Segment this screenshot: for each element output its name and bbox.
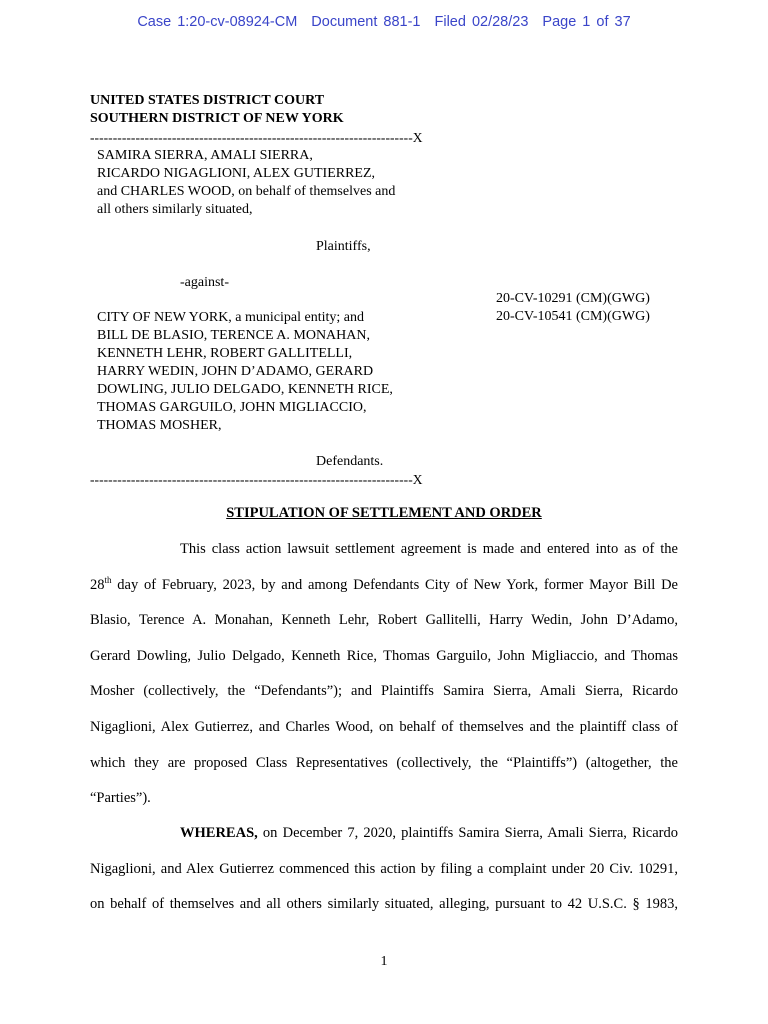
paragraph-whereas [90, 823, 678, 930]
document-number: Document 881-1 [311, 14, 421, 30]
day-number: 28 [90, 576, 105, 593]
paragraph-line: Gerard Dowling, Julio Delgado, Kenneth Rice, Thomas Garguilo, John Migliaccio, and Thomas [90, 647, 678, 664]
caption-divider-top: -----------------------------------------------------------------------X [90, 130, 423, 145]
line-text: day of February, 2023, by and among Defendants City of New York, former Mayor Bill De [111, 576, 678, 593]
defendants-line: CITY OF NEW YORK, a municipal entity; and [97, 310, 364, 325]
case-number: Case 1:20-cv-08924-CM [137, 14, 298, 30]
paragraph-line: Nigaglioni, Alex Gutierrez, and Charles Wood, on behalf of themselves and the plaintiff class of [90, 718, 678, 735]
ordinal-suffix: th [104, 574, 112, 585]
court-name [90, 92, 344, 128]
court-line-1: UNITED STATES DISTRICT COURT [90, 93, 325, 108]
against-label: -against- [180, 275, 229, 290]
plaintiffs-line: all others similarly situated, [97, 202, 253, 217]
whereas-lead: WHEREAS, [180, 825, 258, 841]
paragraph-line [90, 823, 678, 859]
paragraph-line: which they are proposed Class Representatives (collectively, the “Plaintiffs”) (altogether, the [90, 754, 678, 771]
plaintiffs-line: RICARDO NIGAGLIONI, ALEX GUTIERREZ, [97, 166, 376, 181]
caption-divider-bottom: -----------------------------------------------------------------------X [90, 472, 423, 487]
defendants-line: DOWLING, JULIO DELGADO, KENNETH RICE, [97, 382, 393, 397]
paragraph-line: “Parties”). [90, 790, 151, 807]
line-text: on December 7, 2020, plaintiffs Samira Sierra, Amali Sierra, Ricardo [257, 825, 678, 841]
court-line-2: SOUTHERN DISTRICT OF NEW YORK [90, 111, 344, 126]
paragraph-line: Blasio, Terence A. Monahan, Kenneth Lehr, Robert Gallitelli, Harry Wedin, John D’Adamo, [90, 612, 678, 629]
page-indicator: Page 1 of 37 [542, 14, 631, 30]
defendants-label: Defendants. [316, 454, 384, 469]
paragraph-line: on behalf of themselves and all others similarly situated, alleging, pursuant to 42 U.S.C. § 1983, [90, 896, 678, 913]
ecf-header [0, 14, 768, 30]
defendants-line: HARRY WEDIN, JOHN D’ADAMO, GERARD [97, 364, 374, 379]
defendants-line: KENNETH LEHR, ROBERT GALLITELLI, [97, 346, 353, 361]
page-number: 1 [380, 954, 388, 969]
paragraph-line: Nigaglioni, and Alex Gutierrez commenced this action by filing a complaint under 20 Civ. 10291, [90, 860, 678, 877]
document-title: STIPULATION OF SETTLEMENT AND ORDER [226, 505, 542, 521]
defendants-list [97, 309, 393, 435]
paragraph-recitals [90, 539, 678, 824]
case-number-2: 20-CV-10541 (CM)(GWG) [496, 309, 650, 324]
paragraph-line: This class action lawsuit settlement agreement is made and entered into as of the [180, 541, 678, 557]
case-numbers [496, 290, 650, 326]
paragraph-line [90, 575, 678, 611]
paragraph-line: Mosher (collectively, the “Defendants”); and Plaintiffs Samira Sierra, Amali Sierra, Ricardo [90, 683, 678, 700]
defendants-line: THOMAS GARGUILO, JOHN MIGLIACCIO, [97, 400, 367, 415]
case-number-1: 20-CV-10291 (CM)(GWG) [496, 291, 650, 306]
plaintiffs-label: Plaintiffs, [316, 239, 371, 254]
plaintiffs-line: and CHARLES WOOD, on behalf of themselves and [97, 184, 396, 199]
defendants-line: BILL DE BLASIO, TERENCE A. MONAHAN, [97, 328, 370, 343]
filed-date: Filed 02/28/23 [434, 14, 529, 30]
plaintiffs-list [97, 147, 395, 219]
defendants-line: THOMAS MOSHER, [97, 418, 222, 433]
plaintiffs-line: SAMIRA SIERRA, AMALI SIERRA, [97, 148, 313, 163]
